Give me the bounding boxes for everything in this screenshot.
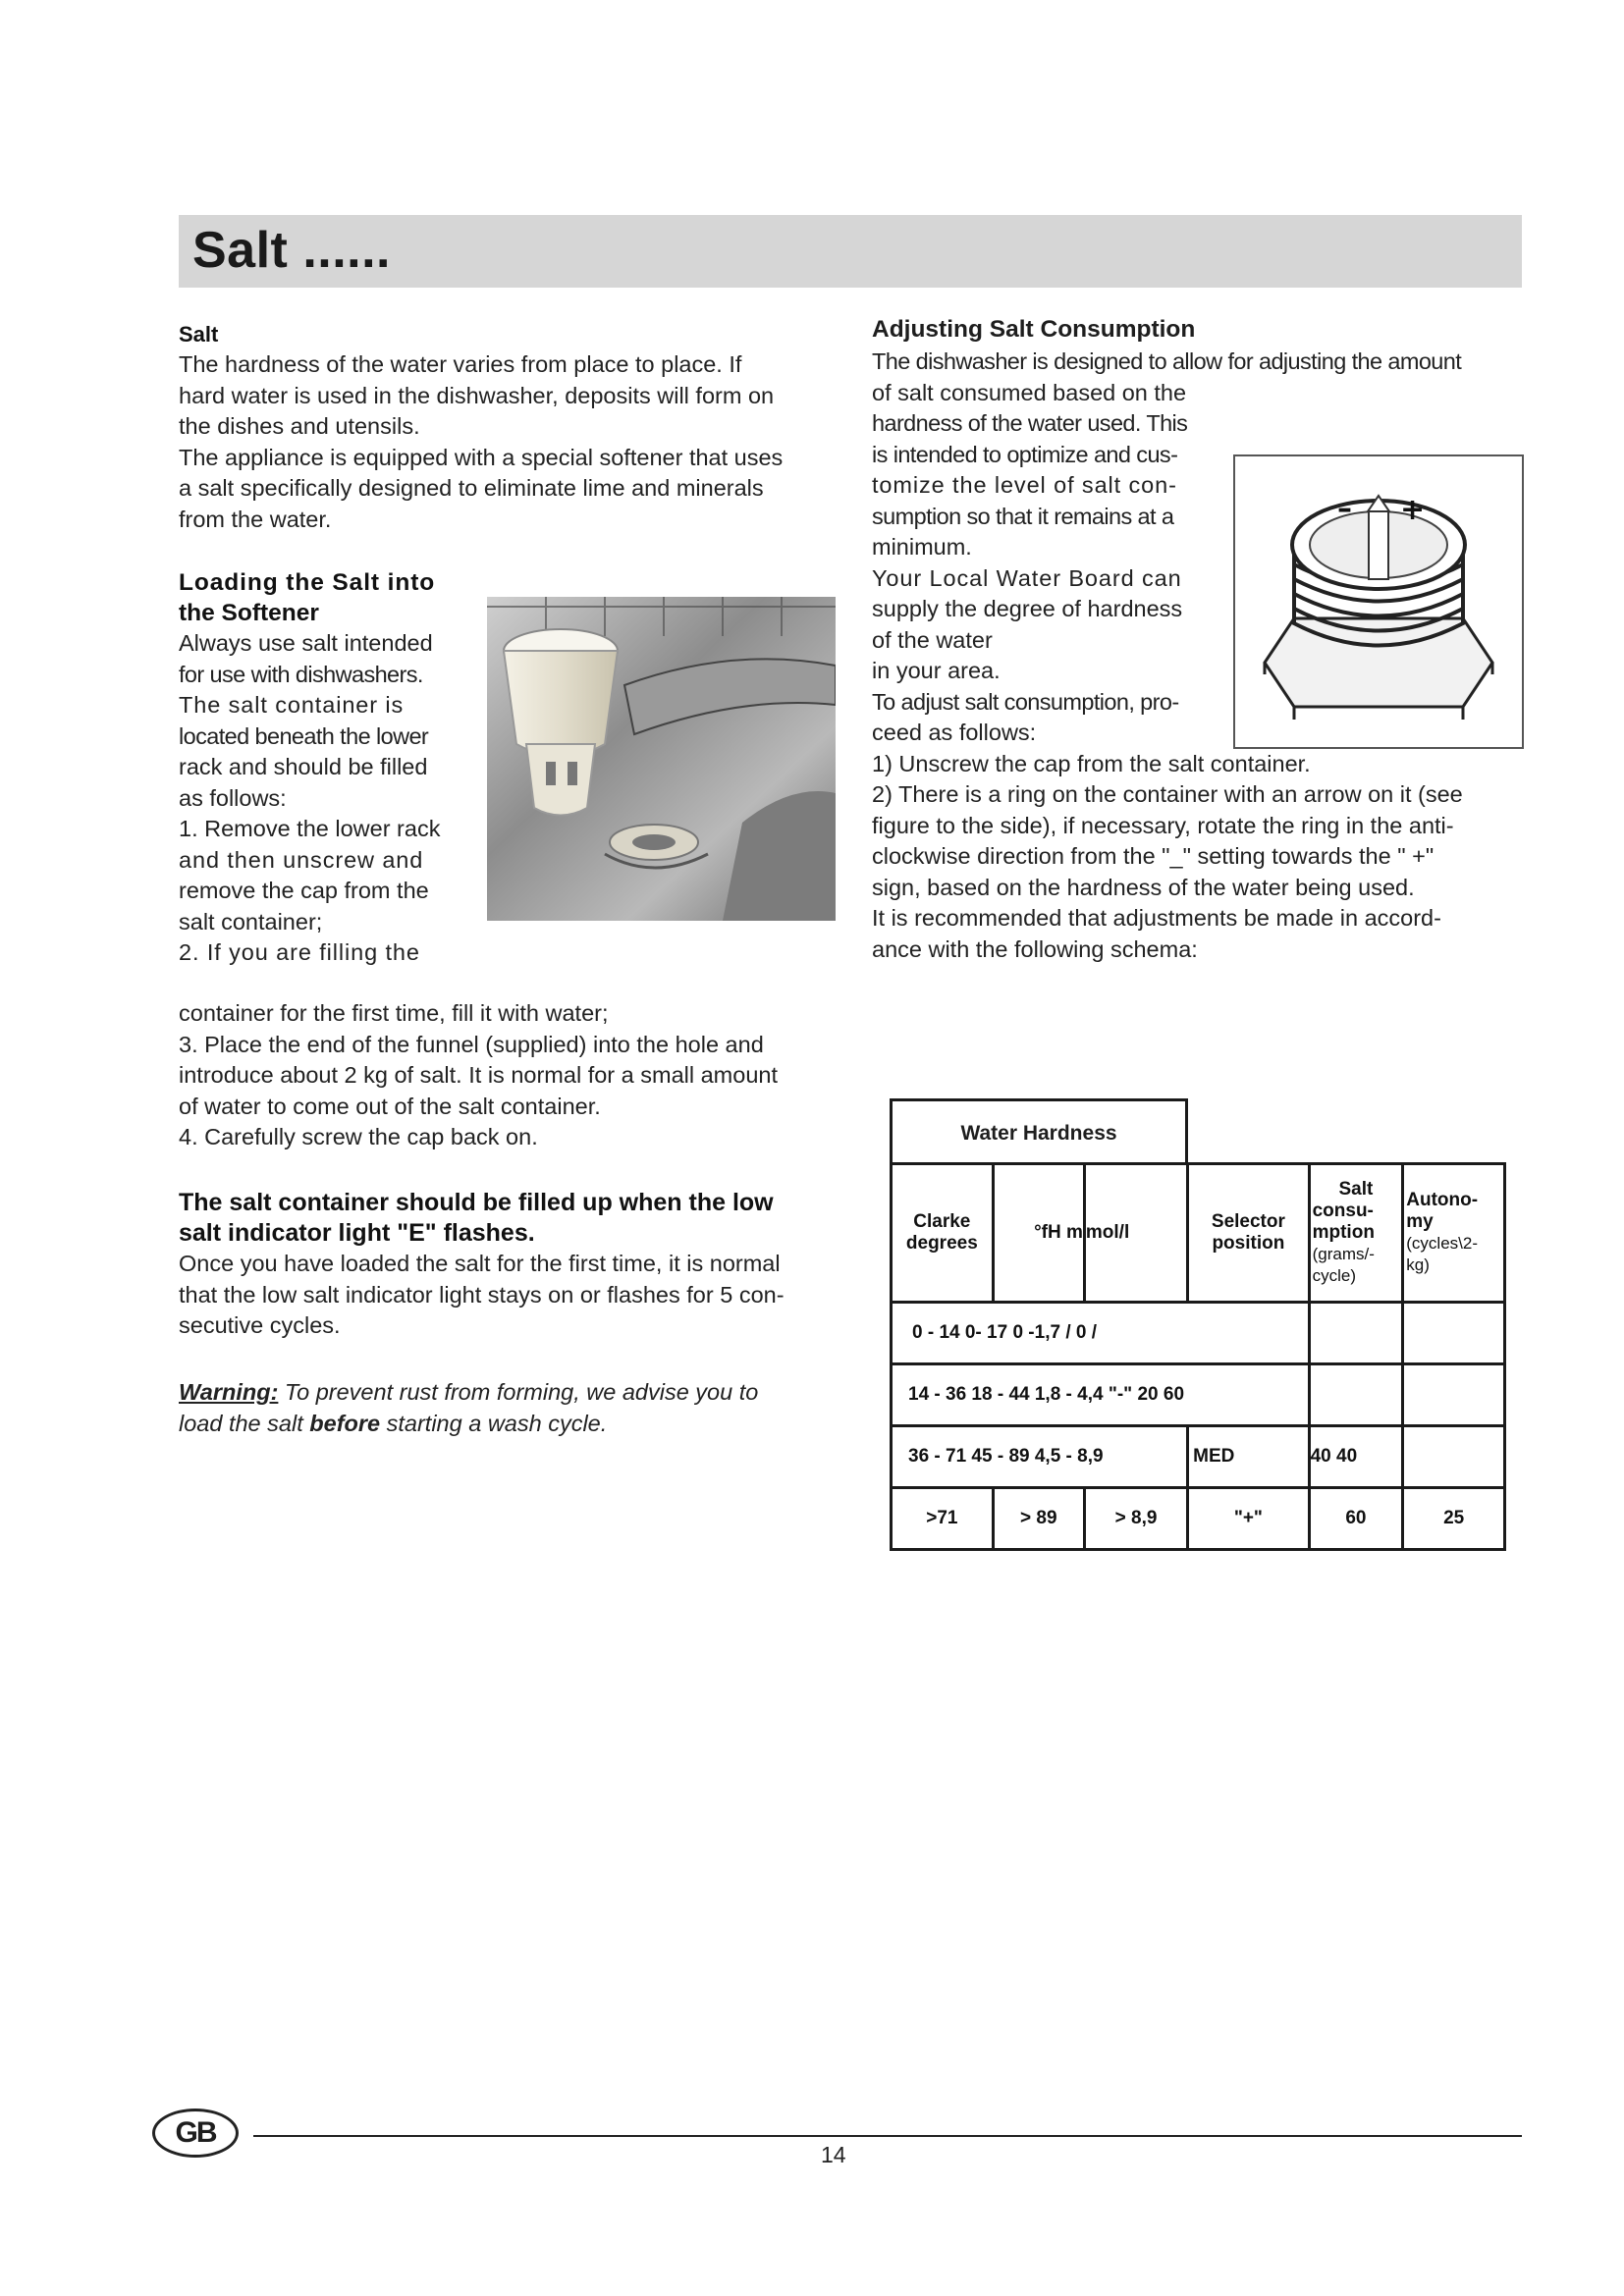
header-salt-line-1: Salt [1338, 1179, 1374, 1200]
salt-line-4: The appliance is equipped with a special softener that uses [179, 444, 784, 470]
warning-label: Warning: [179, 1379, 279, 1405]
table-row [892, 1364, 1505, 1426]
table-row [892, 1488, 1505, 1550]
loading-line-3: The salt container is [179, 692, 405, 718]
low-salt-line-3: secutive cycles. [179, 1312, 341, 1338]
loading-line-4: located beneath the lower [179, 722, 429, 749]
header-selector [1188, 1164, 1309, 1303]
salt-container-illustration [487, 597, 836, 921]
row-3-salt: 40 40 [1309, 1426, 1403, 1488]
header-salt-line-3: mption [1312, 1222, 1375, 1243]
table-header-row [892, 1164, 1505, 1303]
loading-line-7: 1. Remove the lower rack [179, 816, 441, 841]
adj-line-15: 2) There is a ring on the container with an arrow on it (see [872, 781, 1463, 807]
page-number: 14 [821, 2142, 846, 2167]
adj-line-5: tomize the level of salt con- [872, 472, 1177, 498]
salt-line-2: hard water is used in the dishwasher, deposits will form on [179, 382, 775, 408]
adjusting-heading: Adjusting Salt Consumption [872, 316, 1196, 343]
row-3-merged: 36 - 71 45 - 89 4,5 - 8,9 [892, 1426, 1188, 1488]
salt-line-5: a salt specifically designed to eliminate lime and minerals [179, 475, 764, 501]
row-3-autonomy [1403, 1426, 1505, 1488]
row-1-merged: 0 - 14 0- 17 0 -1,7 / 0 / [892, 1303, 1310, 1364]
row-2-salt [1309, 1364, 1403, 1426]
adj-line-6: sumption so that it remains at a [872, 503, 1174, 529]
adj-line-2: of salt consumed based on the [872, 379, 1187, 405]
adj-line-10: of the water [872, 626, 993, 653]
water-hardness-table [890, 1162, 1506, 1551]
salt-line-3: the dishes and utensils. [179, 413, 420, 439]
header-autonomy [1403, 1164, 1505, 1303]
salt-container-photo [487, 597, 836, 921]
adj-line-16: figure to the side), if necessary, rotate the ring in the anti- [872, 812, 1454, 838]
adj-line-7: minimum. [872, 534, 972, 560]
header-fh-text: °fH m [1034, 1222, 1083, 1243]
loading-line-5: rack and should be filled [179, 754, 428, 779]
adj-line-8: Your Local Water Board can [872, 564, 1182, 591]
low-salt-heading-line-2: salt indicator light "E" flashes. [179, 1219, 535, 1247]
adj-line-13: ceed as follows: [872, 720, 1037, 745]
row-3-selector: MED [1188, 1426, 1309, 1488]
row-2-merged: 14 - 36 18 - 44 1,8 - 4,4 "-" 20 60 [892, 1364, 1310, 1426]
header-fh [993, 1164, 1084, 1303]
header-autonomy-line-1: Autono- [1406, 1190, 1479, 1210]
row-4-autonomy: 25 [1403, 1488, 1505, 1550]
adj-line-4: is intended to optimize and cus- [872, 441, 1178, 467]
header-salt-line-4: (grams/- [1312, 1245, 1375, 1263]
header-salt-line-5: cycle) [1312, 1266, 1357, 1285]
header-salt-line-2: consu- [1312, 1201, 1374, 1221]
page-title: Salt ...... [192, 222, 391, 279]
loading-text [179, 628, 473, 969]
loading-line-8: and then unscrew and [179, 846, 424, 873]
row-4-salt: 60 [1309, 1488, 1403, 1550]
loading-line-9: remove the cap from the [179, 878, 429, 903]
low-salt-text [179, 1249, 837, 1342]
loading-cont-line-4: of water to come out of the salt container. [179, 1093, 601, 1119]
warning-text-2c: starting a wash cycle. [380, 1410, 608, 1436]
loading-cont-line-3: introduce about 2 kg of salt. It is normal for a small amount [179, 1062, 778, 1088]
salt-heading: Salt [179, 322, 219, 347]
low-salt-line-1: Once you have loaded the salt for the first time, it is normal [179, 1251, 781, 1276]
warning-text-1: To prevent rust from forming, we advise you to [278, 1379, 759, 1405]
salt-section [179, 319, 832, 535]
loading-line-6: as follows: [179, 784, 287, 811]
loading-line-1: Always use salt intended [179, 630, 433, 656]
adj-line-1: The dishwasher is designed to allow for adjusting the amount [872, 348, 1462, 374]
header-mmol [1084, 1164, 1187, 1303]
row-1-salt [1309, 1303, 1403, 1364]
adj-line-9: supply the degree of hardness [872, 596, 1183, 621]
adj-line-17: clockwise direction from the "_" setting towards the " +" [872, 843, 1435, 869]
adj-line-20: ance with the following schema: [872, 935, 1198, 962]
adj-line-11: in your area. [872, 658, 1001, 683]
warning-text-2a: load the salt [179, 1410, 310, 1436]
ring-plus-label: + [1400, 493, 1426, 527]
adj-line-19: It is recommended that adjustments be made in accord- [872, 905, 1441, 931]
adj-line-14: 1) Unscrew the cap from the salt container. [872, 750, 1311, 776]
adj-line-18: sign, based on the hardness of the water being used. [872, 874, 1415, 900]
header-autonomy-line-2: my [1406, 1211, 1434, 1232]
gb-country-logo: GB [152, 2109, 239, 2158]
loading-line-2: for use with dishwashers. [179, 661, 423, 687]
table-row [892, 1426, 1505, 1488]
adj-line-12: To adjust salt consumption, pro- [872, 688, 1179, 715]
header-salt [1309, 1164, 1403, 1303]
adj-line-3: hardness of the water used. This [872, 410, 1188, 436]
loading-heading [179, 567, 473, 628]
ring-minus-label: – [1337, 492, 1352, 526]
warning-note [179, 1377, 837, 1439]
loading-heading-line-1: Loading the Salt into [179, 569, 436, 596]
header-clarke [892, 1164, 994, 1303]
row-1-autonomy [1403, 1303, 1505, 1364]
low-salt-line-2: that the low salt indicator light stays on or flashes for 5 con- [179, 1281, 785, 1308]
loading-cont-line-5: 4. Carefully screw the cap back on. [179, 1124, 538, 1149]
loading-heading-line-2: the Softener [179, 600, 319, 626]
loading-cont-line-1: container for the first time, fill it with water; [179, 1000, 609, 1026]
low-salt-heading-line-1: The salt container should be filled up when the low [179, 1189, 774, 1216]
salt-cap-ring-figure [1233, 454, 1524, 749]
row-4-fh: > 89 [993, 1488, 1084, 1550]
loading-cont-line-2: 3. Place the end of the funnel (supplied) into the hole and [179, 1031, 764, 1057]
header-autonomy-line-4: kg) [1406, 1255, 1430, 1274]
salt-line-6: from the water. [179, 506, 332, 532]
water-hardness-header: Water Hardness [890, 1098, 1188, 1165]
row-4-clarke: >71 [892, 1488, 994, 1550]
footer-rule [253, 2135, 1522, 2137]
header-selector-line-1: Selector [1211, 1211, 1285, 1232]
header-clarke-line-1: Clarke [913, 1211, 971, 1232]
header-selector-line-2: position [1212, 1233, 1285, 1254]
row-4-mmol: > 8,9 [1084, 1488, 1187, 1550]
loading-line-11: 2. If you are filling the [179, 939, 420, 965]
salt-cap-ring-drawing [1235, 456, 1522, 747]
table-row [892, 1303, 1505, 1364]
low-salt-heading [179, 1188, 837, 1249]
header-clarke-line-2: degrees [905, 1233, 978, 1254]
loading-line-10: salt container; [179, 908, 323, 934]
salt-line-1: The hardness of the water varies from place to place. If [179, 351, 742, 377]
warning-emphasis: before [309, 1410, 381, 1436]
row-4-selector: "+" [1188, 1488, 1309, 1550]
loading-continuation [179, 998, 837, 1153]
header-autonomy-line-3: (cycles\2- [1406, 1234, 1478, 1253]
header-mmol-text: mol/l [1085, 1222, 1130, 1243]
row-2-autonomy [1403, 1364, 1505, 1426]
